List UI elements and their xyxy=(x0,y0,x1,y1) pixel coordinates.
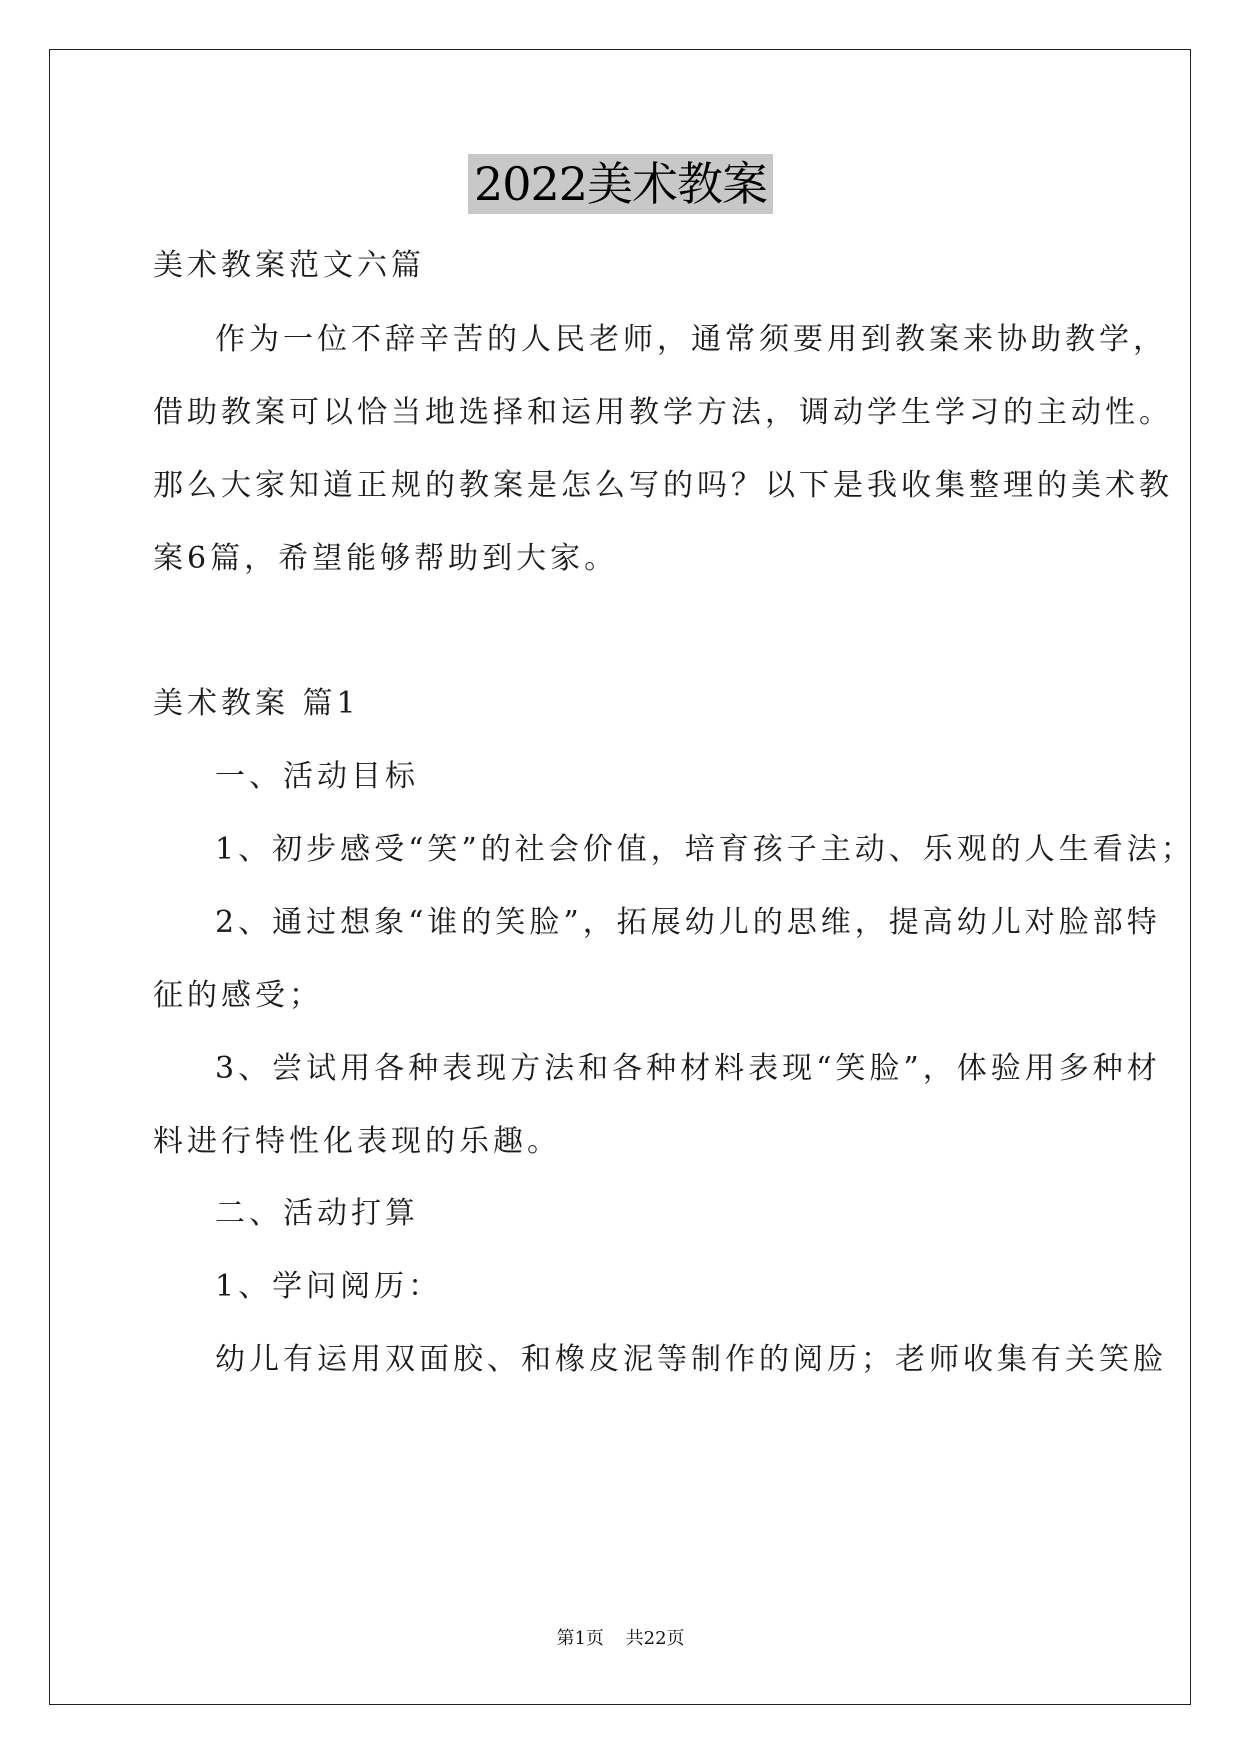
body-line: 征的感受； xyxy=(153,978,323,1013)
subsection-heading: 二、活动打算 xyxy=(215,1196,419,1231)
page-footer xyxy=(0,1628,1241,1650)
page-total: 共22页 xyxy=(625,1628,685,1649)
body-line: 料进行特性化表现的乐趣。 xyxy=(153,1124,561,1159)
page-border xyxy=(49,49,1195,1705)
section-heading: 美术教案 篇1 xyxy=(153,686,360,721)
body-line: 1、初步感受“笑”的社会价值，培育孩子主动、乐观的人生看法； xyxy=(215,832,1195,867)
title-container xyxy=(0,154,1241,214)
document-title: 2022美术教案 xyxy=(468,154,773,214)
body-line: 作为一位不辞辛苦的人民老师，通常须要用到教案来协助教学， xyxy=(215,322,1167,357)
body-line: 借助教案可以恰当地选择和运用教学方法，调动学生学习的主动性。 xyxy=(153,395,1173,430)
page-number: 第1页 xyxy=(556,1628,604,1649)
body-line: 幼儿有运用双面胶、和橡皮泥等制作的阅历；老师收集有关笑脸 xyxy=(215,1342,1167,1377)
body-line: 2、通过想象“谁的笑脸”，拓展幼儿的思维，提高幼儿对脸部特 xyxy=(215,905,1161,940)
subsection-heading: 一、活动目标 xyxy=(215,759,419,794)
body-line: 1、学问阅历： xyxy=(215,1269,443,1304)
body-line: 案6篇，希望能够帮助到大家。 xyxy=(153,541,619,576)
intro-heading: 美术教案范文六篇 xyxy=(153,248,425,283)
body-line: 那么大家知道正规的教案是怎么写的吗？以下是我收集整理的美术教 xyxy=(153,468,1173,503)
body-line: 3、尝试用各种表现方法和各种材料表现“笑脸”，体验用多种材 xyxy=(215,1051,1161,1086)
